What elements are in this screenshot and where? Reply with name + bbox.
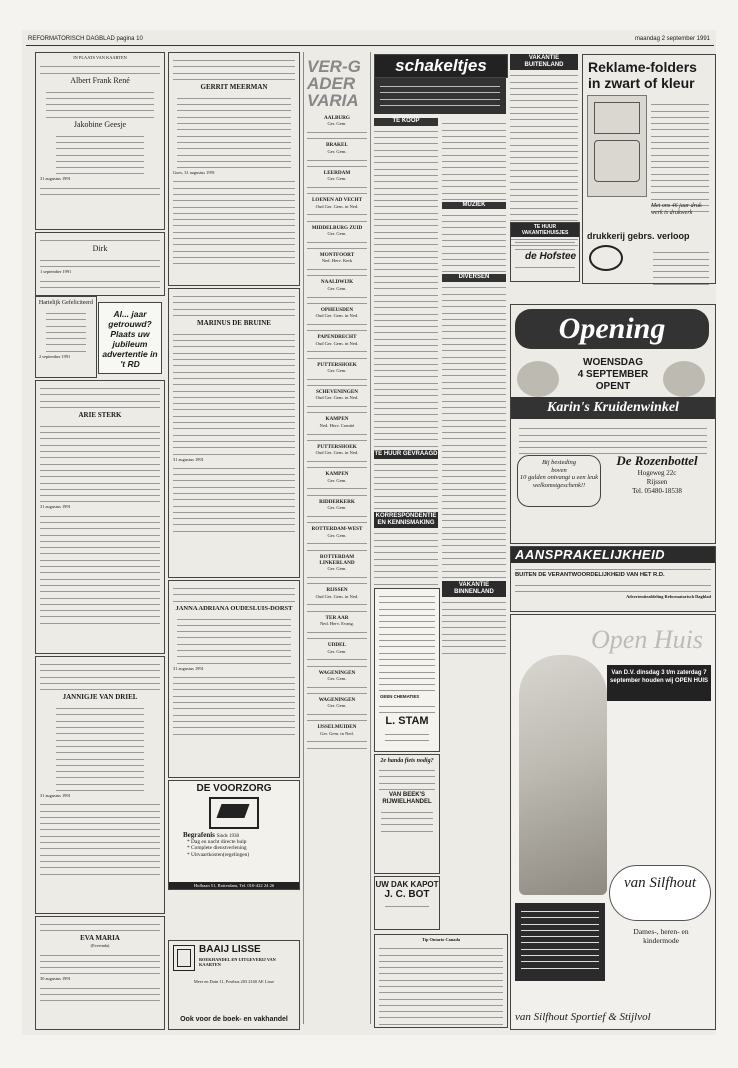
- announcement-dirk: [35, 232, 165, 296]
- church-line: Ger. Gem.: [327, 566, 347, 572]
- ann-date: 2 september 1991: [39, 353, 71, 359]
- reklame-note: Met ons 46 jaar druk werk is drukwerk: [651, 203, 702, 216]
- voorzorg-line-1: * Dag en nacht directe hulp: [187, 839, 247, 845]
- announcement-gerrit: [168, 52, 300, 286]
- ann-date: 31 augustus 1991: [40, 176, 71, 182]
- church-line: Ger. Gem.: [327, 477, 347, 483]
- church-place: WAGENINGEN: [318, 669, 356, 676]
- silfhout-sub: Dames-, heren- en kindermode: [633, 927, 689, 945]
- church-entry: [307, 115, 367, 139]
- rozenbottel-title: De Rozenbottel: [616, 453, 698, 468]
- section-vakantie-binnenland: VAKANTIE BINNENLAND: [442, 581, 506, 597]
- ann-name: ARIE STERK: [78, 410, 122, 419]
- vanbeek-title: 2e handa fiets nodig?: [380, 758, 434, 764]
- vergader-varia-column: [303, 52, 371, 1024]
- section-korrespondentie: KORRESPONDENTIE EN KENNISMAKING: [375, 513, 437, 527]
- church-line: Oud Ger. Gem. in Ned.: [315, 395, 359, 401]
- dak-kapot-ad: [374, 876, 440, 930]
- church-entry: [307, 252, 367, 276]
- rozenbottel-city: Rijssen: [646, 478, 668, 486]
- church-entry: [307, 587, 367, 611]
- church-line: Ger. Gem.: [327, 648, 347, 654]
- announcement-albert: [35, 52, 165, 230]
- church-line: Ger. Gem.: [327, 532, 347, 538]
- announcement-eva-maria: [35, 916, 165, 1030]
- reklame-folders-ad: [582, 54, 716, 284]
- church-entry: [307, 499, 367, 523]
- church-place: AALBURG: [324, 115, 350, 121]
- voorzorg-sub: Begrafenis Sinds 1938: [183, 831, 240, 839]
- announcement-jannigje: [35, 656, 165, 914]
- church-place: MIDDELBURG ZUID: [311, 224, 363, 231]
- header-left: REFORMATORISCH DAGBLAD pagina 10: [28, 36, 143, 42]
- ann-name: MARINUS DE BRUINE: [197, 318, 271, 327]
- vakantie-buitenland: [510, 54, 578, 248]
- church-entry: [307, 142, 367, 166]
- opening-ad: [510, 304, 716, 544]
- felicitation-title: Hartelijk Gefeliciteerd: [38, 300, 94, 306]
- church-place: KAMPEN: [325, 416, 349, 423]
- bonus-line-2: boven: [551, 466, 567, 474]
- info-box: [374, 934, 508, 1028]
- opening-title: Opening: [558, 312, 666, 345]
- church-line: Ger. Gem.: [327, 505, 347, 511]
- church-line: Oud Ger. Gem. in Ned.: [315, 450, 359, 456]
- church-place: KAMPEN: [325, 471, 349, 478]
- church-entry: [307, 197, 367, 221]
- open-huis-ad: [510, 614, 716, 1030]
- stam-name: L. STAM: [385, 714, 429, 727]
- rozenbottel-phone: Tel. 05480-18538: [632, 487, 682, 495]
- model-photo: [519, 655, 607, 895]
- church-entry: [307, 416, 367, 440]
- church-line: Ger. Gem.: [327, 703, 347, 709]
- ann-name-2: Jakobine Geesje: [73, 119, 127, 129]
- ann-subname: (Everinda): [90, 943, 110, 949]
- bonus-line-3: 10 gulden ontvangt u een leuk welkomstgeschenk!!: [519, 474, 599, 489]
- church-line: Ger. Gem.: [327, 285, 347, 291]
- shop-banner: [511, 397, 715, 419]
- bonus-box: [517, 455, 601, 507]
- reklame-title: Reklame-folders in zwart of kleur: [588, 59, 697, 91]
- opening-banner: [515, 309, 709, 349]
- ann-date: 30 augustus 1991: [40, 976, 71, 982]
- church-place: RIDDERKERK: [319, 498, 355, 505]
- kapot-title: UW DAK KAPOT: [375, 880, 439, 889]
- opening-open: OPENT: [595, 381, 631, 392]
- church-place: WAGENINGEN: [318, 696, 356, 703]
- church-entry: [307, 307, 367, 331]
- schakeltjes-col-a: [374, 118, 438, 592]
- ann-name: JANNA ADRIANA OUDESLUIS-DORST: [175, 604, 293, 612]
- church-line: Ger. Gem.: [327, 121, 347, 127]
- church-place: RIJSSEN: [326, 587, 348, 594]
- schakeltjes-intro: [374, 78, 506, 114]
- announcement-marinus: [168, 288, 300, 578]
- ann-name: EVA MARIA: [80, 934, 120, 943]
- ann-name: Albert Frank René: [70, 75, 130, 85]
- church-place: IJSSELMUIDEN: [317, 724, 357, 731]
- flower-right-icon: [663, 361, 705, 397]
- church-entry: [307, 444, 367, 468]
- church-place: ROTTERDAM LINKERLAND: [319, 553, 355, 566]
- church-place: TER AAR: [325, 614, 349, 621]
- church-place: OPHEUSDEN: [320, 306, 354, 313]
- varia-title: VER-GADER VARIA: [307, 57, 361, 110]
- jubileum-ad: [98, 302, 162, 374]
- stam-tagline: GEEN CHEMATIES: [380, 694, 420, 700]
- info-title: Tip Ontario Canada: [421, 937, 461, 942]
- church-entry: [307, 170, 367, 194]
- baaij-address: Meer en Duin 11, Postbus 203 2160 AE Lisse: [193, 979, 275, 984]
- openhuis-footer: van Silfhout Sportief & Stijlvol: [515, 1011, 651, 1023]
- ann-date: 1 september 1991: [40, 269, 72, 275]
- voorzorg-logo: [209, 797, 259, 829]
- flower-left-icon: [517, 361, 559, 397]
- openhuis-textblock: [515, 903, 605, 981]
- silfhout-logo-box: [609, 865, 711, 921]
- church-place: UDDEL: [327, 642, 347, 649]
- openhuis-dates: Van D.V. dinsdag 3 t/m zaterdag 7 september houden wij OPEN HUIS: [607, 665, 711, 701]
- aansprak-title: AANSPRAKELIJKHEID: [511, 547, 715, 563]
- press-illustration: [587, 95, 647, 197]
- church-entry: [307, 389, 367, 413]
- voorzorg-line-3: * Uitvaartkosten(regelingen): [187, 851, 250, 858]
- church-entry: [307, 554, 367, 585]
- church-place: SCHEVENINGEN: [315, 389, 359, 396]
- church-line: Oud Ger. Gem. in Ned.: [315, 313, 359, 319]
- ann-name: JANNIGJE VAN DRIEL: [62, 693, 138, 702]
- ann-intro: IN PLAATS VAN KAARTEN: [73, 55, 127, 60]
- church-line: Ger. Gem.: [327, 368, 347, 374]
- ann-name: Dirk: [92, 244, 108, 253]
- ann-date: 31 augustus 1991: [40, 793, 71, 799]
- announcement-janna: [168, 580, 300, 778]
- aansprakelijkheid-ad: [510, 546, 716, 612]
- opening-date: 4 SEPTEMBER: [577, 369, 649, 380]
- vanbeek-name: VAN BEEK'S RIJWIELHANDEL: [382, 791, 432, 805]
- ann-date: Goes, 31 augustus 1991: [173, 170, 215, 176]
- baaij-tagline: Ook voor de boek- en vakhandel: [180, 1016, 288, 1023]
- section-diversen: DIVERSEN: [442, 274, 506, 282]
- church-entry: [307, 724, 367, 748]
- church-place: BRAKEL: [326, 142, 348, 149]
- ann-name: GERRIT MEERMAN: [200, 82, 268, 91]
- kapot-name: J. C. BOT: [384, 889, 430, 900]
- church-place: LEERDAM: [323, 169, 351, 176]
- church-line: Oud Ger. Gem. in Ned.: [315, 203, 359, 209]
- opening-day: WOENSDAG: [583, 357, 643, 368]
- aansprak-footer: Advertentieafdeling Reformatorisch Dagblad: [626, 594, 711, 600]
- baaij-logo: [173, 945, 195, 971]
- header-right: maandag 2 september 1991: [634, 36, 710, 42]
- ann-date: 31 augustus 1991: [173, 665, 204, 671]
- vanbeek-ad: [374, 754, 440, 874]
- church-entry: [307, 642, 367, 666]
- church-line: Ned. Herv. Comité: [319, 422, 355, 428]
- church-line: Ned. Herv. Evang.: [319, 621, 354, 627]
- schakeltjes-title: schakeltjes: [395, 56, 487, 75]
- rozenbottel-address: Hogeweg 22c: [637, 469, 677, 477]
- church-entry: [307, 670, 367, 694]
- church-place: PUTTERSHOEK: [317, 361, 357, 368]
- church-line: Ger. Gem. in Ned.: [320, 730, 354, 736]
- church-entry: [307, 225, 367, 249]
- ann-date: 31 augustus 1991: [173, 456, 204, 462]
- church-line: Ger. Gem.: [327, 176, 347, 182]
- silfhout-brand: van Silfhout: [623, 875, 697, 891]
- church-line: Ger. Gem.: [327, 148, 347, 154]
- church-place: LOENEN AD VECHT: [311, 197, 363, 204]
- church-entry: [307, 526, 367, 550]
- baaij-ad: [168, 940, 300, 1030]
- church-place: NAALDWIJK: [320, 279, 354, 286]
- church-line: Ger. Gem.: [327, 675, 347, 681]
- church-line: Oud Ger. Gem. in Ned.: [315, 340, 359, 346]
- church-line: Oud Ger. Gem. in Ned.: [315, 593, 359, 599]
- church-place: MONTFOORT: [319, 252, 355, 259]
- church-entry: [307, 615, 367, 639]
- church-entry: [307, 697, 367, 721]
- aansprak-body: BUITEN DE VERANTWOORDELIJKHEID VAN HET R.D.: [515, 572, 665, 578]
- schakeltjes-col-b: [442, 118, 506, 655]
- section-muziek: MUZIEK: [442, 202, 506, 210]
- hofstee-name: de Hofstee: [525, 250, 577, 262]
- section-tekoop: TE KOOP: [374, 118, 438, 126]
- church-entry: [307, 334, 367, 358]
- openhuis-title: Open Huis: [591, 625, 703, 654]
- church-entry: [307, 471, 367, 495]
- schakeltjes-banner: [374, 54, 508, 78]
- church-place: ROTTERDAM-WEST: [311, 526, 363, 533]
- drukkerij-logo: [589, 245, 623, 271]
- announcement-felicitation: [35, 296, 97, 378]
- church-line: Ger. Gem.: [327, 231, 347, 237]
- bonus-line-1: Bij besteding: [541, 459, 577, 466]
- voorzorg-title: DE VOORZORG: [196, 783, 272, 794]
- voorzorg-line-2: * Complete dienstverlening: [187, 845, 247, 852]
- header-rule: [26, 45, 714, 46]
- ann-date: 31 augustus 1991: [40, 504, 71, 510]
- church-entry: [307, 362, 367, 386]
- section-vakantie-buitenland: VAKANTIE BUITENLAND: [510, 54, 578, 70]
- hofstee-ad: [510, 222, 580, 282]
- church-place: PAPENDRECHT: [317, 334, 357, 341]
- church-line: Ned. Herv. Kerk: [321, 258, 353, 264]
- baaij-title: BAAIJ LISSE: [199, 944, 261, 955]
- section-tehuur: TE HUUR GEVRAAGD: [374, 450, 438, 457]
- church-list: [304, 115, 370, 749]
- announcement-arie-sterk: [35, 380, 165, 654]
- hofstee-title: TE HUUR VAKANTIEHUISJES: [511, 223, 579, 237]
- stam-ad: [374, 588, 440, 752]
- church-entry: [307, 279, 367, 303]
- church-place: PUTTERSHOEK: [317, 443, 357, 450]
- drukkerij-name: drukkerij gebrs. verloop: [587, 231, 690, 241]
- voorzorg-ad: [168, 780, 300, 890]
- baaij-sub: BOEKHANDEL EN UITGEVERIJ VAN KAARTEN: [199, 957, 276, 968]
- voorzorg-address: Hofbaan 51, Rotterdam, Tel. 010-422 24 26: [169, 882, 299, 889]
- shop-name: Karin's Kruidenwinkel: [547, 400, 679, 415]
- jubileum-text: Al... jaar getrouwd? Plaats uw jubileum advertentie in 't RD: [102, 309, 158, 369]
